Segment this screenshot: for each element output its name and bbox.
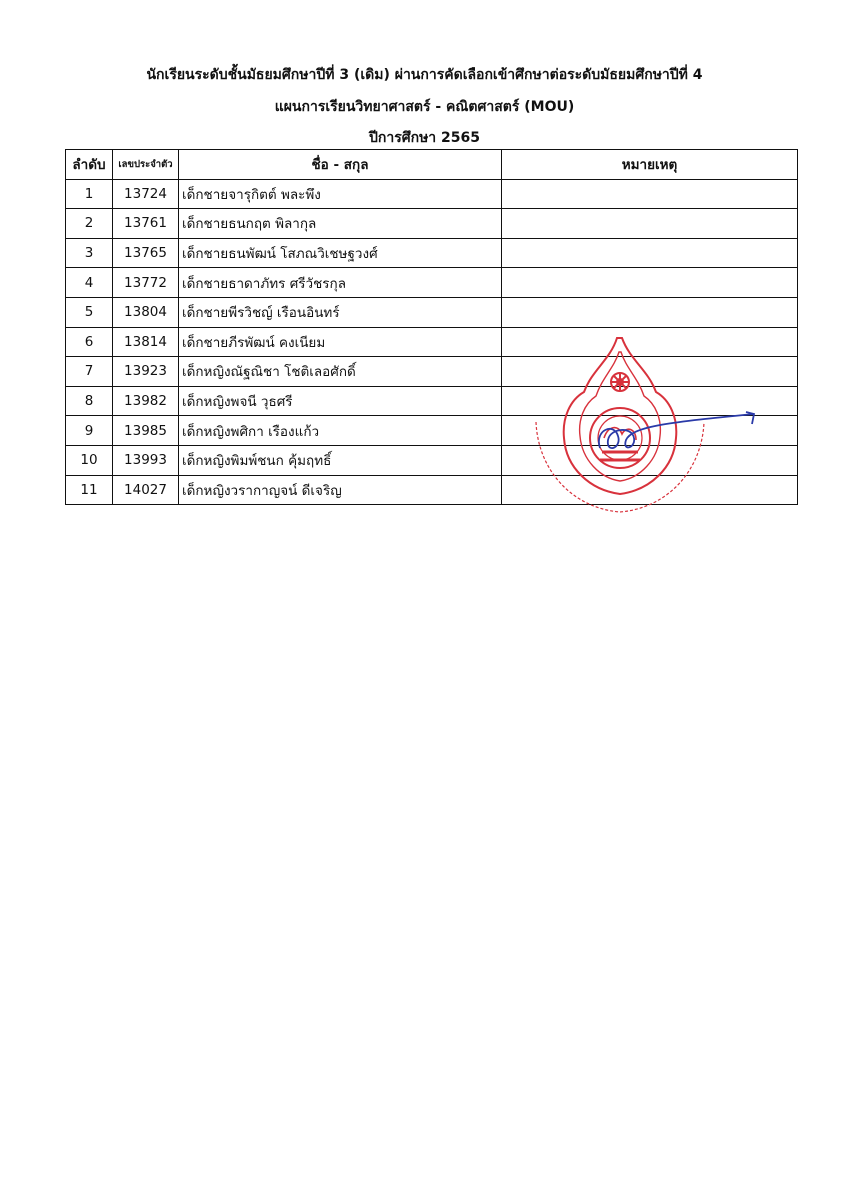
cell-no: 10: [66, 445, 113, 475]
table-row: [66, 179, 798, 209]
cell-name: เด็กหญิงวรากาญจน์ ดีเจริญ: [179, 475, 502, 505]
cell-student-id: 13985: [113, 416, 179, 446]
cell-no: 6: [66, 327, 113, 357]
cell-name: เด็กชายธนพัฒน์ โสภณวิเชษฐวงศ์: [179, 238, 502, 268]
cell-remark: [502, 268, 798, 298]
student-table: [65, 149, 798, 505]
cell-name: เด็กชายพีรวิชญ์ เรือนอินทร์: [179, 297, 502, 327]
document-title: นักเรียนระดับชั้นมัธยมศึกษาปีที่ 3 (เดิม) ผ่านการคัดเลือกเข้าศึกษาต่อระดับมัธยมศึกษาปีที่ 4: [146, 67, 703, 83]
table-row: [66, 238, 798, 268]
cell-remark: [502, 327, 798, 357]
table-row: [66, 445, 798, 475]
cell-remark: [502, 475, 798, 505]
cell-student-id: 13982: [113, 386, 179, 416]
cell-name: เด็กหญิงพศิกา เรืองแก้ว: [179, 416, 502, 446]
cell-remark: [502, 386, 798, 416]
table-row: [66, 209, 798, 239]
cell-remark: [502, 179, 798, 209]
cell-remark: [502, 209, 798, 239]
table-row: [66, 416, 798, 446]
cell-name: เด็กหญิงณัฐณิชา โชติเลอศักดิ์: [179, 357, 502, 387]
cell-no: 3: [66, 238, 113, 268]
cell-name: เด็กหญิงพิมพ์ชนก คุ้มฤทธิ์: [179, 445, 502, 475]
cell-no: 9: [66, 416, 113, 446]
cell-student-id: 13923: [113, 357, 179, 387]
cell-name: เด็กชายธนกฤต พิลากุล: [179, 209, 502, 239]
cell-student-id: 13804: [113, 297, 179, 327]
cell-no: 1: [66, 179, 113, 209]
cell-name: เด็กหญิงพจนี วุธศรี: [179, 386, 502, 416]
table-header-row: [66, 150, 798, 180]
cell-remark: [502, 445, 798, 475]
cell-student-id: 13761: [113, 209, 179, 239]
table-row: [66, 357, 798, 387]
cell-remark: [502, 357, 798, 387]
cell-remark: [502, 238, 798, 268]
table-row: [66, 386, 798, 416]
table-row: [66, 268, 798, 298]
cell-student-id: 14027: [113, 475, 179, 505]
cell-student-id: 13772: [113, 268, 179, 298]
table-row: [66, 297, 798, 327]
cell-remark: [502, 297, 798, 327]
header-student-id: เลขประจำตัว: [113, 150, 179, 180]
cell-name: เด็กชายภีรพัฒน์ คงเนียม: [179, 327, 502, 357]
table-row: [66, 327, 798, 357]
cell-student-id: 13765: [113, 238, 179, 268]
cell-name: เด็กชายจารุกิตต์ พละพึง: [179, 179, 502, 209]
cell-no: 4: [66, 268, 113, 298]
header-no: ลำดับ: [66, 150, 113, 180]
cell-student-id: 13724: [113, 179, 179, 209]
table-row: [66, 475, 798, 505]
header-remark: หมายเหตุ: [502, 150, 798, 180]
cell-no: 5: [66, 297, 113, 327]
cell-student-id: 13993: [113, 445, 179, 475]
cell-no: 2: [66, 209, 113, 239]
cell-no: 7: [66, 357, 113, 387]
cell-no: 11: [66, 475, 113, 505]
program-title: แผนการเรียนวิทยาศาสตร์ - คณิตศาสตร์ (MOU): [274, 99, 575, 115]
header-name: ชื่อ - สกุล: [179, 150, 502, 180]
cell-name: เด็กชายธาดาภัทร ศรีวัชรกุล: [179, 268, 502, 298]
cell-no: 8: [66, 386, 113, 416]
cell-student-id: 13814: [113, 327, 179, 357]
cell-remark: [502, 416, 798, 446]
academic-year: ปีการศึกษา 2565: [368, 130, 481, 146]
